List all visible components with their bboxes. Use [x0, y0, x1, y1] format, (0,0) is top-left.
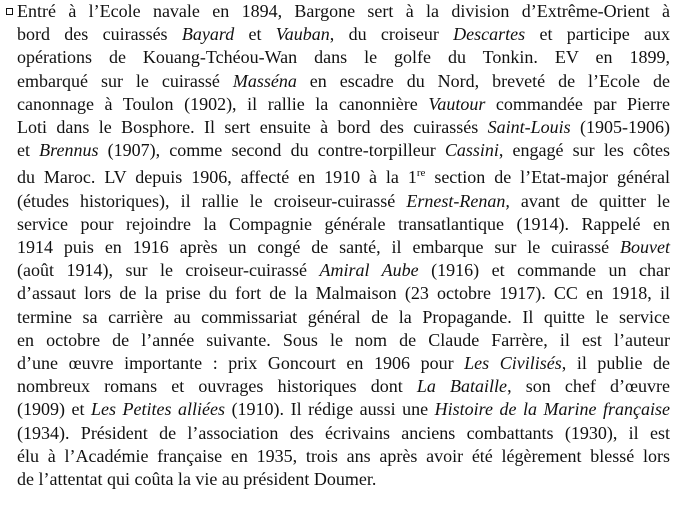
italic-title: Descartes — [453, 24, 526, 45]
text-run: Entré à l’Ecole navale en 1894, Bargone sert à la division d’Extrême-Orient à — [17, 1, 670, 21]
text-run: bord des cuirassés — [17, 24, 182, 45]
text-run: (août 1914), sur le croiseur-cuirassé — [17, 260, 320, 281]
text-run: termine sa carrière au commissariat général de la Propagande. Il quitte le service — [17, 306, 670, 327]
text-line — [17, 46, 670, 69]
text-line — [17, 23, 670, 46]
text-run: 1914 puis en 1916 après un congé de santé, il embarque sur le cuirassé — [17, 237, 621, 258]
italic-title: Vauban — [275, 24, 330, 45]
text-run: (1916) et commande un char — [418, 260, 670, 281]
italic-title: Saint-Louis — [487, 117, 571, 138]
italic-title: Brennus — [39, 140, 99, 161]
italic-title: Cassini — [444, 140, 499, 161]
text-line — [17, 190, 670, 213]
text-run: (études historiques), il rallie le croiseur-cuirassé — [17, 190, 407, 211]
text-run: du Maroc. LV depuis 1906, affecté en 1910 à la 1 — [17, 167, 417, 188]
text-run: et — [17, 140, 40, 161]
italic-title: Ernest-Renan, — [406, 190, 510, 211]
text-line — [17, 306, 670, 329]
italic-title: Vautour — [428, 93, 486, 114]
text-line — [17, 93, 670, 116]
text-run: (1934). Président de l’association des écrivains anciens combattants (1930), il est — [17, 422, 670, 443]
text-run: service pour rejoindre la Compagnie générale transatlantique (1914). Rappelé en — [17, 213, 670, 234]
text-line — [17, 213, 670, 236]
text-line — [17, 329, 670, 352]
italic-title: Bouvet — [620, 237, 670, 258]
italic-title: Les Petites alliées — [91, 399, 226, 420]
text-line — [17, 236, 670, 259]
text-run: canonnage à Toulon (1902), il rallie la canonnière — [17, 93, 429, 114]
text-run: (1910). Il rédige aussi une — [225, 399, 435, 420]
text-run: , son chef d’œuvre — [507, 376, 670, 397]
text-run: en escadre du Nord, breveté de l’Ecole de — [296, 70, 670, 91]
text-run: d’assaut lors de la prise du fort de la Malmaison (23 octobre 1917). CC en 1918, il — [17, 283, 670, 304]
text-line — [17, 422, 670, 445]
text-line — [17, 259, 670, 282]
text-line — [17, 0, 670, 23]
italic-title: Les Civilisés — [464, 353, 562, 374]
text-line — [17, 445, 670, 468]
text-run: opérations de Kouang-Tchéou-Wan dans le golfe du Tonkin. EV en 1899, — [17, 47, 670, 68]
biography-paragraph — [17, 0, 670, 491]
text-run: avant de quitter le — [509, 190, 670, 211]
text-run: élu à l’Académie française en 1935, trois ans après avoir été légèrement blessé lors — [17, 445, 670, 466]
text-run: embarqué sur le cuirassé — [17, 70, 233, 91]
text-run: et participe aux — [525, 24, 670, 45]
text-run: de l’attentat qui coûta la vie au président Doumer. — [17, 469, 377, 490]
text-line — [17, 139, 670, 162]
text-line — [17, 162, 670, 189]
text-run: (1909) et — [17, 399, 92, 420]
text-line — [17, 468, 670, 491]
text-line — [17, 282, 670, 305]
text-run: Loti dans le Bosphore. Il sert ensuite à bord des cuirassés — [17, 117, 488, 138]
text-run: commandée par Pierre — [485, 93, 670, 114]
text-run: et — [234, 24, 276, 45]
square-bullet-icon — [6, 8, 13, 15]
text-run: nombreux romans et ouvrages historiques dont — [17, 376, 417, 397]
text-run: , engagé sur les côtes — [498, 140, 670, 161]
italic-title: La Bataille — [416, 376, 508, 397]
text-line — [17, 70, 670, 93]
text-line — [17, 352, 670, 375]
superscript: re — [416, 167, 426, 180]
italic-title: Histoire de la Marine française — [434, 399, 670, 420]
text-run: , il publie de — [561, 353, 671, 374]
italic-title: Masséna — [232, 70, 297, 91]
text-run: , du croiseur — [329, 24, 454, 45]
italic-title: Bayard — [181, 24, 235, 45]
text-run: section de l’Etat-major général — [425, 167, 670, 188]
text-run: d’une œuvre importante : prix Goncourt en 1906 pour — [17, 353, 465, 374]
text-line — [17, 116, 670, 139]
text-run: en octobre de l’année suivante. Sous le nom de Claude Farrère, il est l’auteur — [17, 329, 670, 350]
italic-title: Amiral Aube — [319, 260, 419, 281]
text-line — [17, 398, 670, 421]
text-run: (1905-1906) — [570, 117, 671, 138]
text-line — [17, 375, 670, 398]
text-run: (1907), comme second du contre-torpilleur — [98, 140, 445, 161]
